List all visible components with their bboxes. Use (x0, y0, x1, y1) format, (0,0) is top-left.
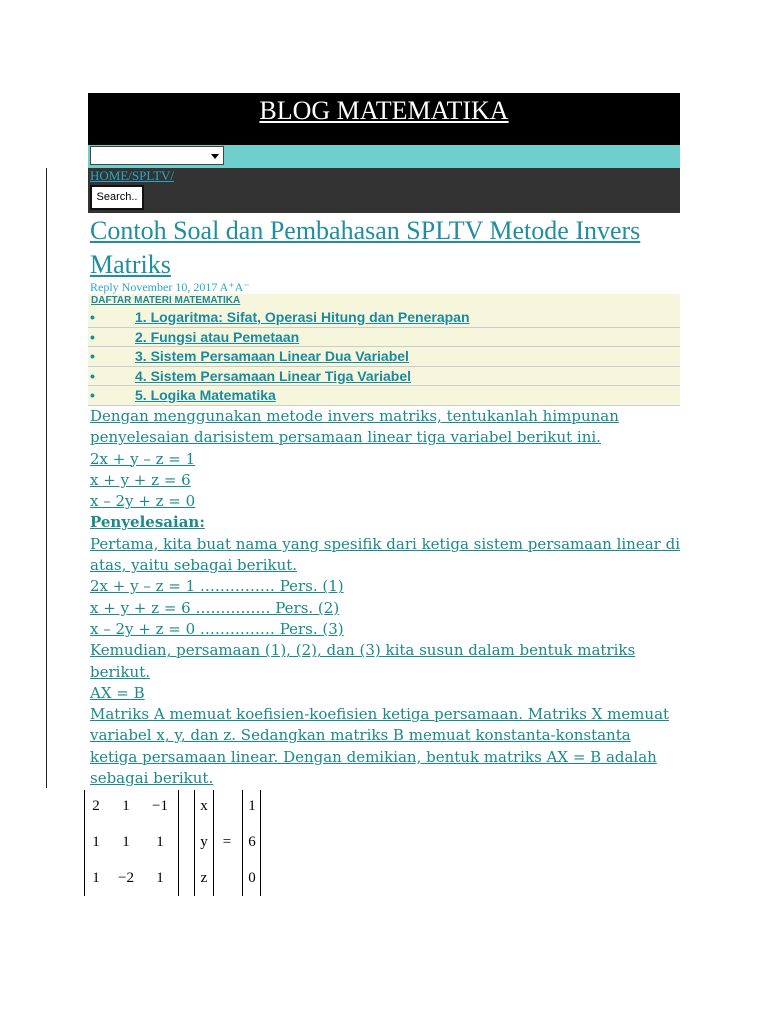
paragraph: Pertama, kita buat nama yang spesifik dari ketiga sistem persamaan linear di atas, yaitu sebagai berikut. (90, 534, 681, 575)
toc-item-label[interactable]: 5. Logika Matematika (135, 387, 276, 403)
toc-item-label[interactable]: 3. Sistem Persamaan Linear Dua Variabel (135, 348, 409, 364)
breadcrumb[interactable]: HOME/SPLTV/ (90, 168, 175, 183)
blog-header (88, 93, 680, 145)
chevron-down-icon (211, 154, 219, 159)
matrix-cell: 1 (122, 834, 130, 850)
search-button[interactable]: Search.. (90, 185, 144, 210)
bullet: • (90, 328, 95, 345)
left-rule (46, 168, 47, 788)
matrix-cell: 2 (92, 798, 100, 814)
toc-item-label[interactable]: 2. Fungsi atau Pemetaan (135, 328, 300, 345)
paragraph: Kemudian, persamaan (1), (2), dan (3) kita susun dalam bentuk matriks berikut. (90, 641, 636, 681)
toc-item-label[interactable]: 1. Logaritma: Sifat, Operasi Hitung dan Penerapan (135, 309, 470, 325)
table-of-contents (88, 294, 680, 406)
matrix-cell: 1 (156, 870, 164, 886)
equation: x + y + z = 6 (90, 470, 191, 489)
matrix-cell: 6 (248, 834, 256, 850)
toc-item[interactable] (88, 386, 680, 406)
toc-item[interactable] (88, 328, 680, 348)
matrix-cell: 0 (248, 870, 256, 886)
toc-list (88, 308, 680, 406)
matrix-cell: 1 (92, 834, 100, 850)
matrix-equation (82, 790, 282, 896)
matrix-cell: 1 (156, 834, 164, 850)
post-title[interactable]: Contoh Soal dan Pembahasan SPLTV Metode Invers Matriks (90, 216, 641, 279)
matrix-cell: y (200, 834, 208, 850)
menu-dropdown[interactable] (90, 146, 224, 165)
matrix-cell: z (200, 870, 208, 886)
toc-item[interactable] (88, 347, 680, 367)
equals-sign: = (222, 834, 232, 850)
solution-heading: Penyelesaian: (90, 513, 205, 532)
matrix-cell: 1 (122, 798, 130, 814)
paragraph: Matriks A memuat koefisien-koefisien ketiga persamaan. Matriks X memuat variabel x, y, dan z. Sedangkan matriks B memuat konstanta-konstanta ketiga persamaan linear. Dengan demikian, bentuk matriks AX = B adalah sebagai berikut. (90, 705, 670, 788)
bullet: • (90, 367, 95, 384)
bullet: • (90, 348, 95, 364)
matrix-cell: 1 (92, 870, 100, 886)
matrix-cell: −1 (152, 798, 168, 814)
equation: x – 2y + z = 0 …………… Pers. (3) (90, 619, 344, 638)
bullet: • (90, 309, 95, 325)
equation: x – 2y + z = 0 (90, 492, 196, 511)
equation: x + y + z = 6 …………… Pers. (2) (90, 598, 340, 617)
toc-heading[interactable]: DAFTAR MATERI MATEMATIKA (91, 295, 241, 306)
matrix-a-right-bracket (178, 790, 179, 896)
bullet: • (90, 387, 95, 403)
post-body (90, 406, 680, 789)
toc-item-label[interactable]: 4. Sistem Persamaan Linear Tiga Variabel (135, 367, 411, 384)
post-meta[interactable]: Reply November 10, 2017 A⁺A⁻ (90, 280, 250, 294)
equation: 2x + y – z = 1 …………… Pers. (1) (90, 577, 344, 596)
search-bar-area (88, 168, 680, 213)
toc-item[interactable] (88, 308, 680, 328)
matrix-cell: −2 (118, 870, 134, 886)
intro-paragraph: Dengan menggunakan metode invers matriks, tentukanlah himpunan penyelesaian darisistem persamaan linear tiga variabel berikut ini. (90, 407, 619, 447)
blog-title[interactable]: BLOG MATEMATIKA (259, 96, 509, 125)
toc-item[interactable] (88, 367, 680, 387)
matrix-cell: 1 (248, 798, 256, 814)
equation: AX = B (90, 683, 145, 702)
equation: 2x + y – z = 1 (90, 449, 196, 468)
matrix-cell: x (200, 798, 208, 814)
navigation-bar (88, 145, 680, 168)
